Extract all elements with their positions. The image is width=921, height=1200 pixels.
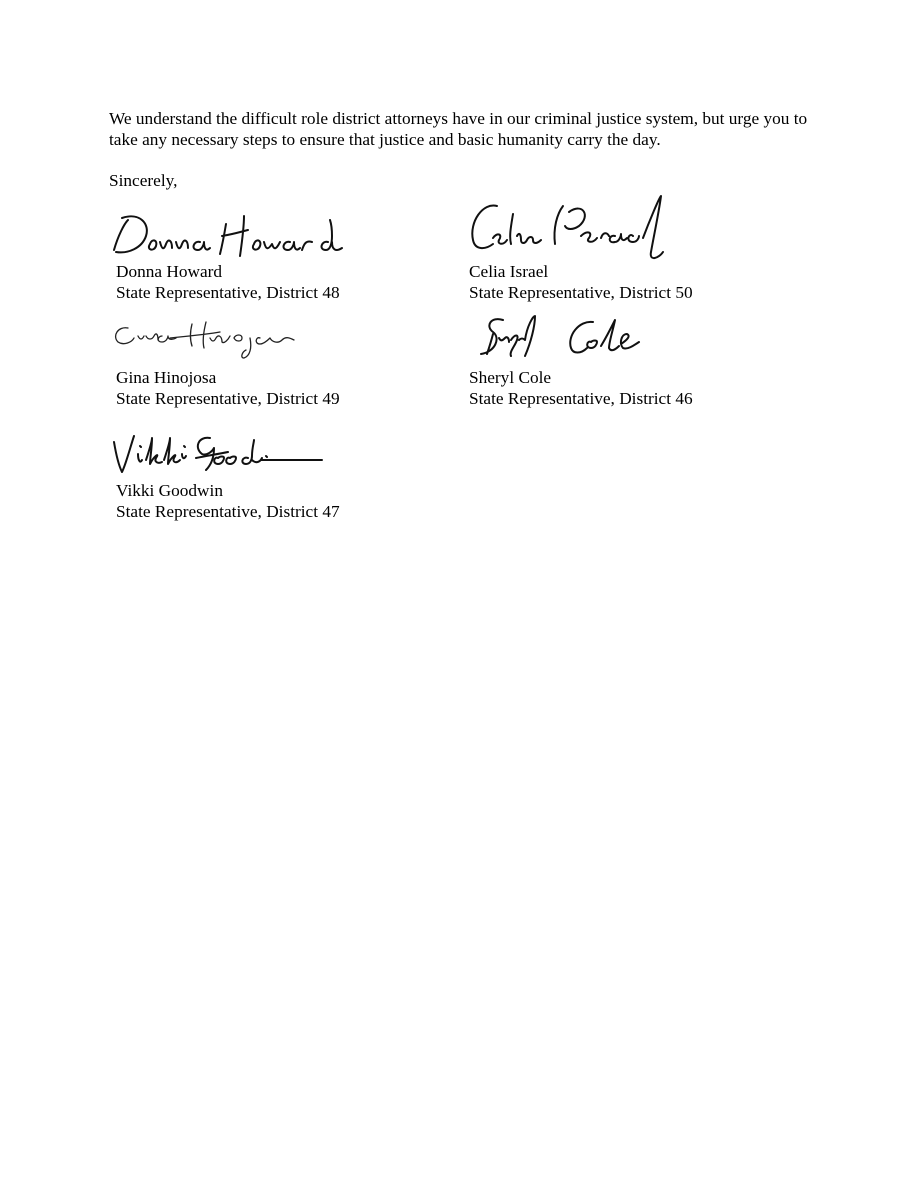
signer-title: State Representative, District 46	[469, 389, 693, 408]
signer-block-celia-israel	[469, 192, 829, 302]
signer-title: State Representative, District 49	[116, 389, 340, 408]
signature-sheryl-cole	[463, 312, 663, 362]
signer-name: Sheryl Cole	[469, 368, 552, 387]
signer-name: Celia Israel	[469, 262, 549, 281]
signer-title: State Representative, District 48	[116, 283, 340, 302]
signer-name: Donna Howard	[116, 262, 223, 281]
signature-celia-israel	[463, 192, 683, 264]
signer-name: Vikki Goodwin	[116, 481, 223, 500]
signer-name: Gina Hinojosa	[116, 368, 217, 387]
signer-block-gina-hinojosa	[116, 314, 476, 410]
signer-block-vikki-goodwin	[116, 428, 476, 524]
signer-block-donna-howard	[116, 206, 476, 306]
signer-title: State Representative, District 47	[116, 502, 340, 521]
signer-block-sheryl-cole	[469, 312, 829, 410]
signature-vikki-goodwin	[110, 428, 340, 478]
signer-title: State Representative, District 50	[469, 283, 693, 302]
letter-paragraph: We understand the difficult role district attorneys have in our criminal justice system, but urge you to take any necessary steps to ensure that justice and basic humanity carry the day.	[109, 109, 808, 149]
letter-closing: Sincerely,	[109, 171, 178, 190]
signature-donna-howard	[110, 206, 350, 266]
signature-gina-hinojosa	[110, 314, 310, 360]
